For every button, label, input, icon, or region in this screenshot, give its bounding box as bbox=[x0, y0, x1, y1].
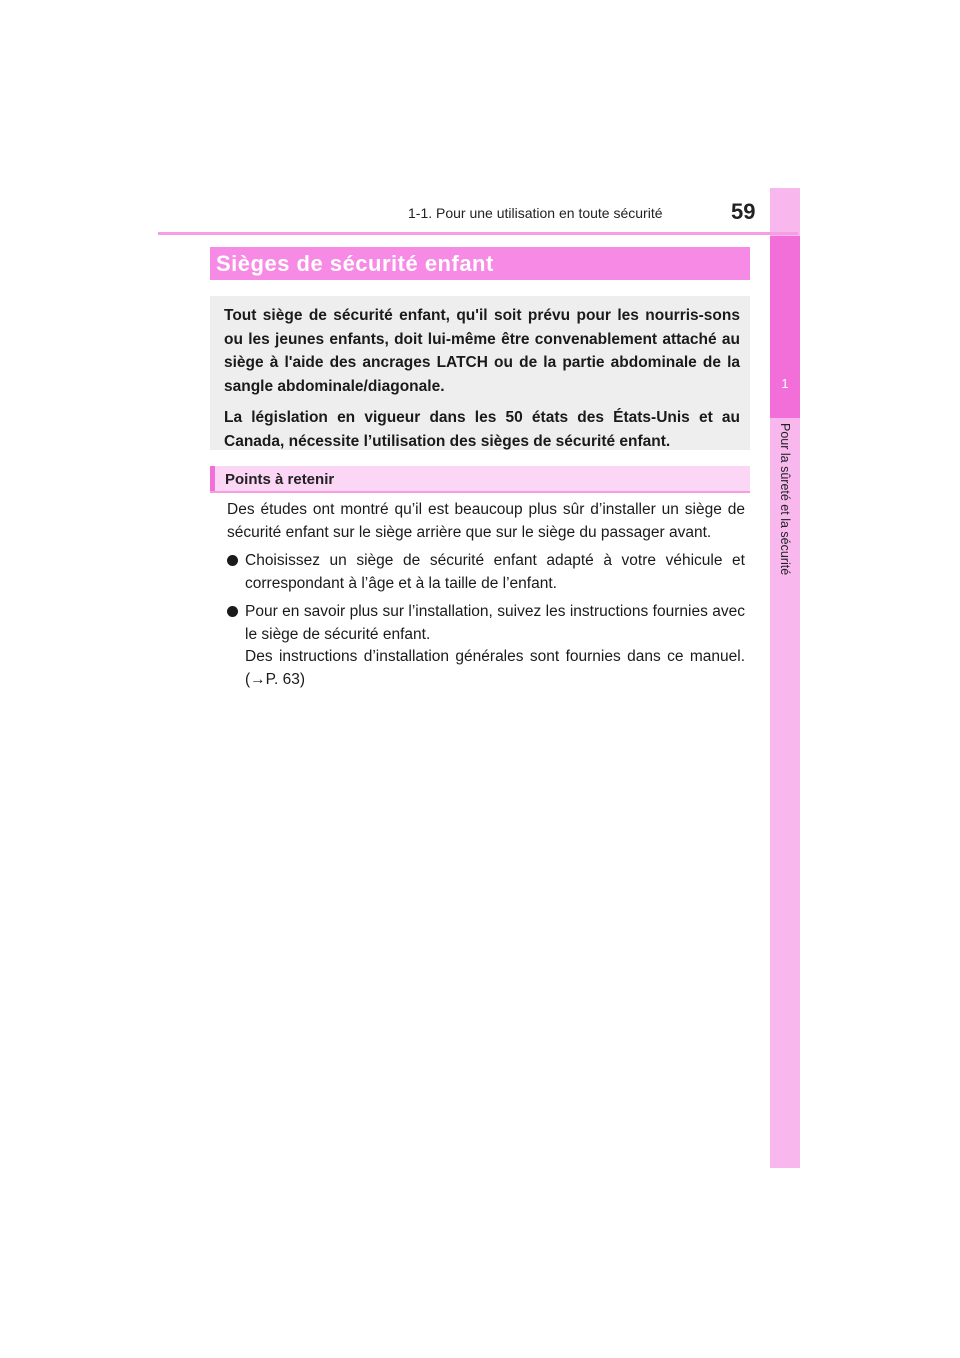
points-paragraph: Des études ont montré qu’il est beaucoup plus sûr d’installer un siège de sécurité enfant sur le siège arrière que sur le siège du passager avant. bbox=[227, 501, 745, 541]
bullet-item bbox=[227, 550, 745, 595]
points-heading-bar bbox=[210, 466, 750, 493]
points-heading: Points à retenir bbox=[225, 471, 335, 488]
chapter-number: 1 bbox=[781, 376, 789, 391]
section-title: Sièges de sécurité enfant bbox=[210, 247, 750, 280]
intro-paragraph-1: Tout siège de sécurité enfant, qu'il soit prévu pour les nourris-sons ou les jeunes enfants, doit lui-même être convenablement attaché au siège à l'aide des ancrages LATCH ou de la partie abdominale de la sangle abdominale/diagonale. bbox=[224, 307, 740, 395]
bullet-text-continuation: Des instructions d’installation générales sont fournies dans ce manuel. (→P. 63) bbox=[245, 648, 745, 688]
bullet-text: Pour en savoir plus sur l’installation, suivez les instructions fournies avec le siège de sécurité enfant. bbox=[245, 603, 745, 643]
intro-box bbox=[210, 296, 750, 450]
bullet-dot-icon bbox=[227, 555, 238, 566]
bullet-dot-icon bbox=[227, 606, 238, 617]
intro-paragraph-2: La législation en vigueur dans les 50 états des États-Unis et au Canada, nécessite l’utilisation des sièges de sécurité enfant. bbox=[224, 409, 740, 450]
points-heading-accent bbox=[210, 466, 215, 491]
header-rule bbox=[158, 232, 798, 235]
bullet-text: Choisissez un siège de sécurité enfant adapté à votre véhicule et correspondant à l’âge et à la taille de l’enfant. bbox=[245, 552, 745, 592]
chapter-label: Pour la sûreté et la sécurité bbox=[778, 423, 792, 576]
points-body bbox=[227, 499, 745, 697]
running-header-title: 1-1. Pour une utilisation en toute sécurité bbox=[408, 205, 663, 221]
bullet-item bbox=[227, 601, 745, 691]
page-number: 59 bbox=[731, 199, 756, 224]
